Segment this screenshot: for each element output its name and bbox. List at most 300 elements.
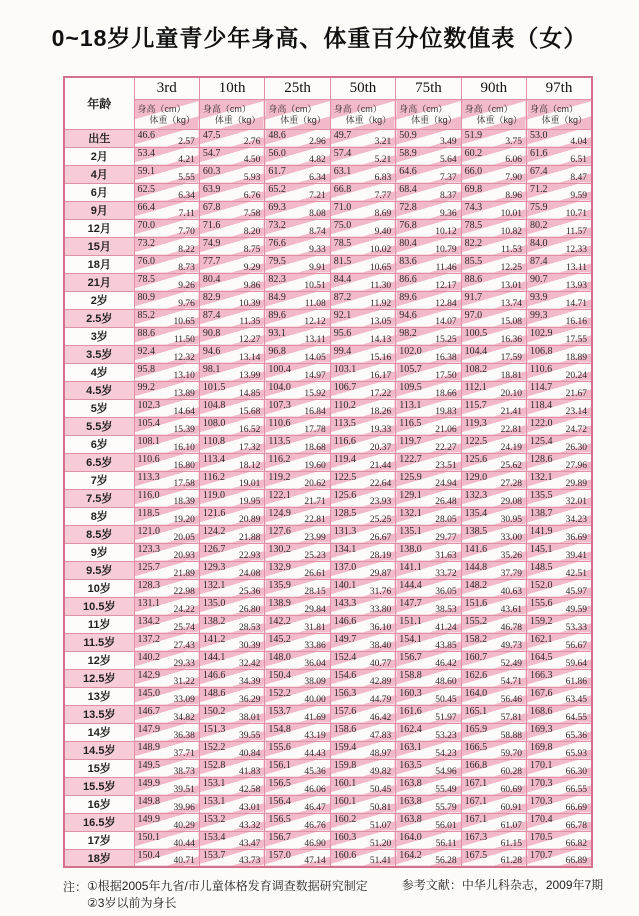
data-cell [265, 165, 330, 183]
age-cell: 18月 [64, 255, 134, 273]
data-cell [396, 615, 461, 633]
data-cell [199, 255, 264, 273]
data-cell [265, 219, 330, 237]
weight-value: 51.41 [369, 856, 392, 866]
height-value: 80.2 [530, 219, 548, 231]
weight-value: 46.90 [304, 838, 326, 849]
height-value: 73.2 [268, 219, 286, 231]
age-cell: 14岁 [64, 723, 134, 741]
height-value: 146.7 [137, 705, 160, 717]
height-value: 153.2 [202, 813, 226, 825]
weight-value: 8.69 [374, 208, 392, 219]
data-cell [330, 165, 395, 183]
weight-value: 19.20 [173, 514, 195, 525]
height-value: 104.4 [464, 345, 488, 357]
height-value: 97.0 [464, 309, 483, 321]
data-cell [527, 741, 592, 759]
weight-value: 21.44 [369, 460, 392, 471]
weight-value: 26.48 [435, 496, 457, 507]
data-cell [134, 147, 199, 165]
height-value: 163.5 [399, 759, 422, 771]
height-value: 57.4 [333, 147, 352, 159]
data-cell [396, 255, 461, 273]
footnote-line: ①根据2005年九省/市儿童体格发育调查数据研究制定 [87, 879, 368, 893]
height-value: 160.1 [333, 795, 357, 807]
height-weight-subheader [265, 99, 330, 129]
height-value: 110.6 [530, 363, 553, 375]
height-value: 93.1 [268, 327, 286, 339]
weight-value: 13.10 [173, 370, 195, 381]
height-value: 170.1 [530, 759, 553, 771]
height-value: 76.0 [137, 255, 155, 267]
data-cell [265, 453, 330, 471]
table-row [64, 345, 592, 363]
data-cell [134, 543, 199, 561]
weight-value: 28.05 [435, 514, 457, 525]
data-cell [134, 399, 199, 417]
height-value: 155.2 [464, 615, 488, 627]
data-cell [199, 309, 264, 327]
height-value: 128.5 [333, 507, 357, 519]
data-cell [134, 849, 199, 867]
height-value: 67.8 [202, 201, 221, 213]
page-title: 0~18岁儿童青少年身高、体重百分位数值表（女） [51, 25, 588, 51]
weight-value: 56.28 [435, 856, 457, 866]
height-value: 53.0 [530, 129, 548, 141]
data-cell [134, 435, 199, 453]
data-cell [134, 741, 199, 759]
height-value: 167.3 [464, 831, 488, 843]
height-value: 142.2 [268, 615, 291, 627]
data-cell [330, 561, 395, 579]
height-value: 72.8 [399, 201, 417, 213]
weight-value: 42.51 [565, 568, 587, 579]
table-row [64, 543, 592, 561]
footnote-line: ②3岁以前为身长 [87, 896, 177, 910]
data-cell [199, 777, 264, 795]
data-cell [134, 795, 199, 813]
data-cell [330, 669, 395, 687]
data-cell [461, 723, 526, 741]
weight-value: 43.47 [238, 838, 261, 849]
data-cell [527, 273, 592, 291]
data-cell [527, 399, 592, 417]
data-cell [527, 489, 592, 507]
height-value: 88.6 [464, 273, 483, 285]
height-value: 96.8 [268, 345, 286, 357]
weight-label: 体重（kg） [214, 114, 261, 125]
data-cell [461, 291, 526, 309]
height-value: 148.2 [464, 579, 488, 591]
weight-value: 4.82 [309, 154, 326, 165]
weight-label: 体重（kg） [149, 114, 195, 125]
height-value: 128.6 [530, 453, 553, 465]
height-value: 153.1 [202, 777, 226, 789]
height-value: 149.9 [137, 813, 160, 825]
height-value: 113.4 [202, 453, 226, 465]
weight-value: 7.58 [243, 208, 261, 219]
height-value: 163.8 [399, 777, 422, 789]
height-value: 149.5 [137, 759, 160, 771]
data-cell [461, 831, 526, 849]
data-cell [134, 669, 199, 687]
data-cell [330, 219, 395, 237]
weight-value: 6.83 [374, 172, 392, 183]
height-value: 61.6 [530, 147, 548, 159]
data-cell [134, 219, 199, 237]
data-cell [527, 129, 592, 147]
data-cell [265, 327, 330, 345]
height-value: 145.0 [137, 687, 160, 699]
data-cell [396, 453, 461, 471]
data-cell [199, 813, 264, 831]
height-value: 160.7 [464, 651, 488, 663]
height-value: 71.2 [530, 183, 548, 195]
data-cell [199, 597, 264, 615]
age-cell: 3.5岁 [64, 345, 134, 363]
data-cell [461, 813, 526, 831]
weight-value: 22.81 [500, 424, 523, 435]
height-value: 54.7 [202, 147, 221, 159]
height-value: 77.7 [202, 255, 221, 267]
data-cell [461, 705, 526, 723]
weight-value: 54.23 [435, 748, 457, 759]
weight-value: 6.76 [243, 190, 261, 201]
weight-value: 12.12 [304, 316, 326, 327]
weight-value: 37.71 [173, 748, 195, 759]
height-value: 89.6 [268, 309, 286, 321]
weight-value: 65.93 [565, 748, 587, 759]
weight-value: 18.12 [238, 460, 261, 471]
height-value: 122.7 [399, 453, 422, 465]
weight-value: 18.89 [565, 352, 587, 363]
age-cell: 12岁 [64, 651, 134, 669]
weight-value: 36.38 [173, 730, 195, 741]
percentile-header: 50th [330, 77, 395, 99]
data-cell [461, 597, 526, 615]
height-value: 49.7 [333, 129, 352, 141]
footnotes [63, 878, 368, 912]
data-cell [461, 615, 526, 633]
weight-value: 32.01 [565, 496, 587, 507]
data-cell [396, 813, 461, 831]
weight-value: 23.99 [304, 532, 326, 543]
height-weight-subheader [134, 99, 199, 129]
data-cell [134, 417, 199, 435]
height-value: 87.4 [202, 309, 221, 321]
age-cell: 13.5岁 [64, 705, 134, 723]
age-cell: 8岁 [64, 507, 134, 525]
weight-value: 46.06 [304, 784, 326, 795]
age-cell: 7.5岁 [64, 489, 134, 507]
data-cell [199, 165, 264, 183]
data-cell [265, 669, 330, 687]
age-cell: 6岁 [64, 435, 134, 453]
weight-value: 54.71 [500, 676, 523, 687]
data-cell [527, 759, 592, 777]
height-value: 116.6 [333, 435, 356, 447]
height-value: 156.1 [268, 759, 291, 771]
data-cell [199, 849, 264, 867]
table-row [64, 453, 592, 471]
weight-value: 2.76 [243, 136, 261, 147]
height-value: 119.0 [202, 489, 226, 501]
weight-value: 19.01 [238, 478, 261, 489]
table-row [64, 615, 592, 633]
weight-value: 43.32 [238, 820, 261, 831]
table-row [64, 435, 592, 453]
weight-value: 6.06 [505, 154, 523, 165]
age-cell: 2.5岁 [64, 309, 134, 327]
data-cell [396, 705, 461, 723]
data-cell [527, 291, 592, 309]
weight-value: 16.36 [500, 334, 523, 345]
age-cell: 6.5岁 [64, 453, 134, 471]
data-cell [330, 579, 395, 597]
data-cell [461, 669, 526, 687]
data-cell [396, 795, 461, 813]
data-cell [330, 273, 395, 291]
data-cell [265, 615, 330, 633]
weight-value: 29.89 [565, 478, 587, 489]
table-row [64, 399, 592, 417]
data-cell [396, 219, 461, 237]
weight-value: 7.37 [439, 172, 457, 183]
age-cell: 7岁 [64, 471, 134, 489]
weight-value: 11.50 [173, 334, 195, 345]
data-cell [199, 651, 264, 669]
data-cell [461, 381, 526, 399]
weight-value: 15.25 [435, 334, 457, 345]
weight-value: 56.46 [500, 694, 523, 705]
data-cell [396, 165, 461, 183]
age-cell: 15.5岁 [64, 777, 134, 795]
height-value: 92.4 [137, 345, 155, 357]
data-cell [330, 507, 395, 525]
data-cell [461, 633, 526, 651]
height-weight-subheader [461, 99, 526, 129]
weight-value: 33.86 [304, 640, 326, 651]
data-cell [461, 759, 526, 777]
table-row [64, 129, 592, 147]
height-value: 122.0 [530, 417, 553, 429]
data-cell [134, 597, 199, 615]
weight-value: 31.76 [369, 586, 392, 597]
data-cell [461, 165, 526, 183]
height-value: 128.3 [137, 579, 160, 591]
height-value: 48.6 [268, 129, 286, 141]
data-cell [199, 183, 264, 201]
height-value: 132.9 [268, 561, 291, 573]
data-cell [396, 471, 461, 489]
height-value: 157.6 [333, 705, 357, 717]
height-value: 167.1 [464, 813, 488, 825]
height-value: 135.0 [202, 597, 226, 609]
weight-value: 19.33 [369, 424, 392, 435]
weight-value: 21.41 [500, 406, 523, 417]
data-cell [461, 651, 526, 669]
table-row [64, 831, 592, 849]
data-cell [199, 633, 264, 651]
table-row [64, 381, 592, 399]
table-row [64, 525, 592, 543]
height-value: 105.4 [137, 417, 160, 429]
height-value: 144.4 [399, 579, 422, 591]
age-cell: 9.5岁 [64, 561, 134, 579]
data-cell [396, 399, 461, 417]
weight-value: 5.21 [374, 154, 392, 165]
data-cell [134, 471, 199, 489]
weight-label: 体重（kg） [280, 114, 326, 125]
weight-value: 21.88 [238, 532, 261, 543]
height-value: 149.9 [137, 777, 160, 789]
data-cell [199, 381, 264, 399]
weight-value: 42.89 [369, 676, 392, 687]
data-cell [330, 615, 395, 633]
height-value: 152.2 [268, 687, 291, 699]
table-row [64, 813, 592, 831]
height-value: 61.7 [268, 165, 286, 177]
height-value: 164.2 [399, 849, 422, 861]
height-value: 90.7 [530, 273, 548, 285]
data-cell [396, 651, 461, 669]
weight-value: 24.72 [565, 424, 587, 435]
data-cell [527, 417, 592, 435]
data-cell [330, 345, 395, 363]
weight-value: 14.97 [304, 370, 326, 381]
height-value: 84.0 [530, 237, 548, 249]
height-value: 155.6 [530, 597, 553, 609]
height-value: 123.3 [137, 543, 160, 555]
height-value: 119.4 [333, 453, 356, 465]
data-cell [265, 813, 330, 831]
height-value: 141.2 [202, 633, 226, 645]
height-value: 159.2 [530, 615, 553, 627]
height-label: 身高（cm） [464, 103, 513, 114]
height-value: 160.6 [333, 849, 357, 861]
data-cell [461, 849, 526, 867]
age-cell: 9月 [64, 201, 134, 219]
age-cell: 13岁 [64, 687, 134, 705]
weight-value: 22.64 [369, 478, 392, 489]
height-value: 137.0 [333, 561, 357, 573]
height-value: 124.9 [268, 507, 291, 519]
height-value: 151.3 [202, 723, 226, 735]
data-cell [134, 813, 199, 831]
height-value: 84.4 [333, 273, 352, 285]
data-cell [330, 651, 395, 669]
data-cell [199, 291, 264, 309]
weight-value: 11.46 [435, 262, 457, 273]
data-cell [265, 471, 330, 489]
weight-value: 7.21 [309, 190, 326, 201]
height-value: 170.3 [530, 795, 553, 807]
data-cell [330, 849, 395, 867]
weight-value: 17.58 [173, 478, 195, 489]
height-value: 125.9 [399, 471, 422, 483]
weight-value: 31.81 [304, 622, 326, 633]
age-cell: 10.5岁 [64, 597, 134, 615]
data-cell [199, 435, 264, 453]
weight-value: 36.29 [238, 694, 261, 705]
data-cell [265, 417, 330, 435]
height-weight-subheader [396, 99, 461, 129]
height-value: 156.4 [268, 795, 291, 807]
height-value: 102.3 [137, 399, 160, 411]
height-value: 163.8 [399, 813, 422, 825]
height-value: 165.9 [464, 723, 488, 735]
weight-value: 56.01 [435, 820, 457, 831]
weight-value: 31.22 [173, 676, 195, 687]
height-value: 51.9 [464, 129, 483, 141]
weight-value: 14.05 [304, 352, 326, 363]
weight-value: 25.25 [369, 514, 392, 525]
data-cell [527, 777, 592, 795]
weight-value: 11.92 [370, 298, 392, 309]
weight-value: 24.19 [500, 442, 523, 453]
height-value: 100.5 [464, 327, 488, 339]
data-cell [527, 633, 592, 651]
weight-value: 60.69 [500, 784, 523, 795]
height-value: 110.6 [268, 417, 291, 429]
weight-value: 61.15 [500, 838, 523, 849]
data-cell [527, 309, 592, 327]
table-row [64, 237, 592, 255]
weight-value: 38.01 [238, 712, 261, 723]
data-cell [396, 597, 461, 615]
height-value: 147.9 [137, 723, 160, 735]
weight-value: 41.83 [238, 766, 261, 777]
height-value: 137.2 [137, 633, 160, 645]
data-cell [527, 453, 592, 471]
height-value: 62.5 [137, 183, 155, 195]
height-value: 125.6 [333, 489, 357, 501]
weight-value: 14.64 [173, 406, 195, 417]
data-cell [265, 255, 330, 273]
weight-value: 5.55 [178, 172, 195, 183]
data-cell [330, 633, 395, 651]
data-cell [330, 705, 395, 723]
weight-value: 7.77 [374, 190, 392, 201]
weight-value: 8.96 [505, 190, 523, 201]
height-value: 166.8 [464, 759, 488, 771]
height-value: 158.2 [464, 633, 488, 645]
weight-value: 9.33 [309, 244, 326, 255]
height-label: 身高（cm） [268, 103, 317, 114]
data-cell [199, 129, 264, 147]
data-cell [265, 507, 330, 525]
age-cell: 16.5岁 [64, 813, 134, 831]
data-cell [199, 669, 264, 687]
weight-value: 47.83 [369, 730, 392, 741]
table-row [64, 201, 592, 219]
data-cell [461, 273, 526, 291]
weight-value: 22.81 [304, 514, 326, 525]
weight-value: 5.64 [439, 154, 457, 165]
data-cell [461, 255, 526, 273]
weight-value: 13.89 [173, 388, 195, 399]
weight-value: 27.96 [565, 460, 587, 471]
weight-value: 13.11 [565, 262, 587, 273]
height-value: 94.6 [399, 309, 417, 321]
height-value: 110.2 [333, 399, 356, 411]
weight-value: 48.60 [435, 676, 457, 687]
height-value: 129.0 [464, 471, 488, 483]
data-cell [527, 165, 592, 183]
weight-value: 13.93 [565, 280, 587, 291]
data-cell [265, 543, 330, 561]
weight-value: 9.26 [178, 280, 195, 291]
